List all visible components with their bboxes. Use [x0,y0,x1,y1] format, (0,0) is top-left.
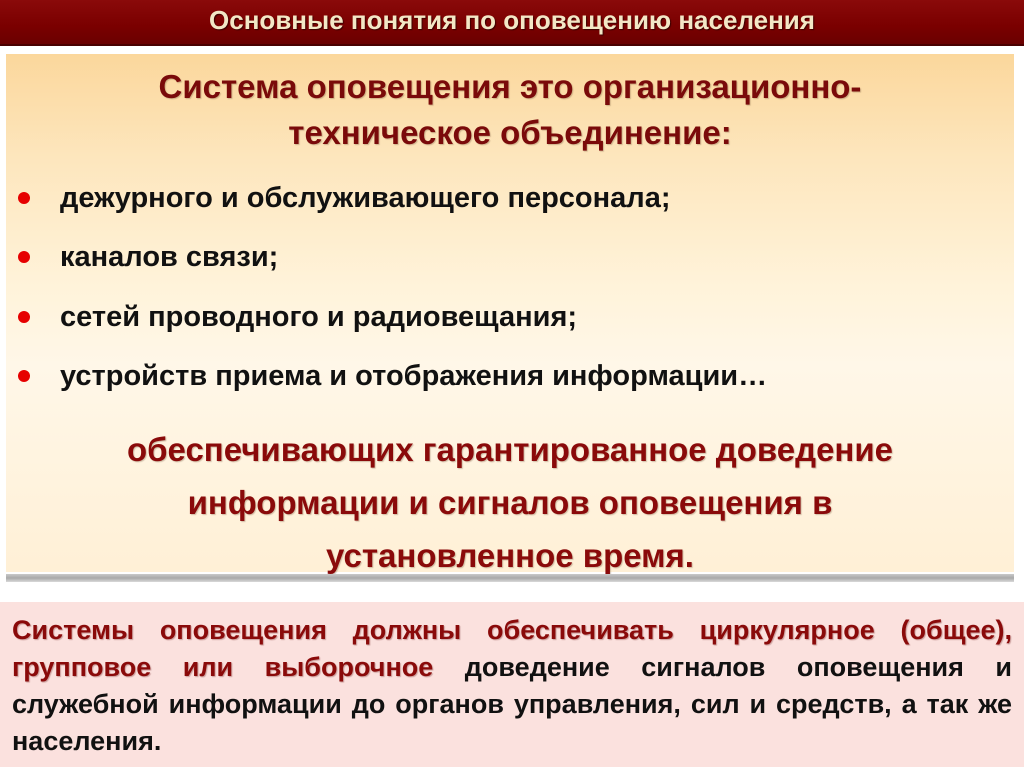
requirements-panel [0,602,1024,767]
conclusion-text [6,423,1014,582]
title-bar [0,0,1024,46]
list-item-text: дежурного и обслуживающего персонала; [60,182,671,214]
bullet-dot-icon [18,311,30,323]
definition-panel [6,54,1014,572]
conclusion-line-2: информации и сигналов оповещения в [187,484,833,521]
requirements-highlight: Системы оповещения должны обеспечивать циркулярное (общее), групповое или выборочное [12,615,1012,682]
requirements-text [12,612,1012,760]
conclusion-line-3: установленное время. [326,537,694,574]
definition-heading [6,64,1014,156]
page-title: Основные понятия по оповещению населения [209,5,815,35]
list-item-text: сетей проводного и радиовещания; [60,301,578,333]
bullet-dot-icon [18,251,30,263]
bullet-dot-icon [18,192,30,204]
requirements-rest: доведение сигналов оповещения и служебной информации до органов управления, сил и средств, а так же населения. [12,652,1012,756]
conclusion-line-1: обеспечивающих гарантированное доведение [127,431,893,468]
bullet-dot-icon [18,370,30,382]
list-item-text: устройств приема и отображения информации… [60,360,768,392]
definition-heading-line-1: Система оповещения это организационно- [158,68,862,105]
list-item-text: каналов связи; [60,241,279,273]
section-divider [6,574,1014,582]
definition-heading-line-2: техническое объединение: [288,114,732,151]
